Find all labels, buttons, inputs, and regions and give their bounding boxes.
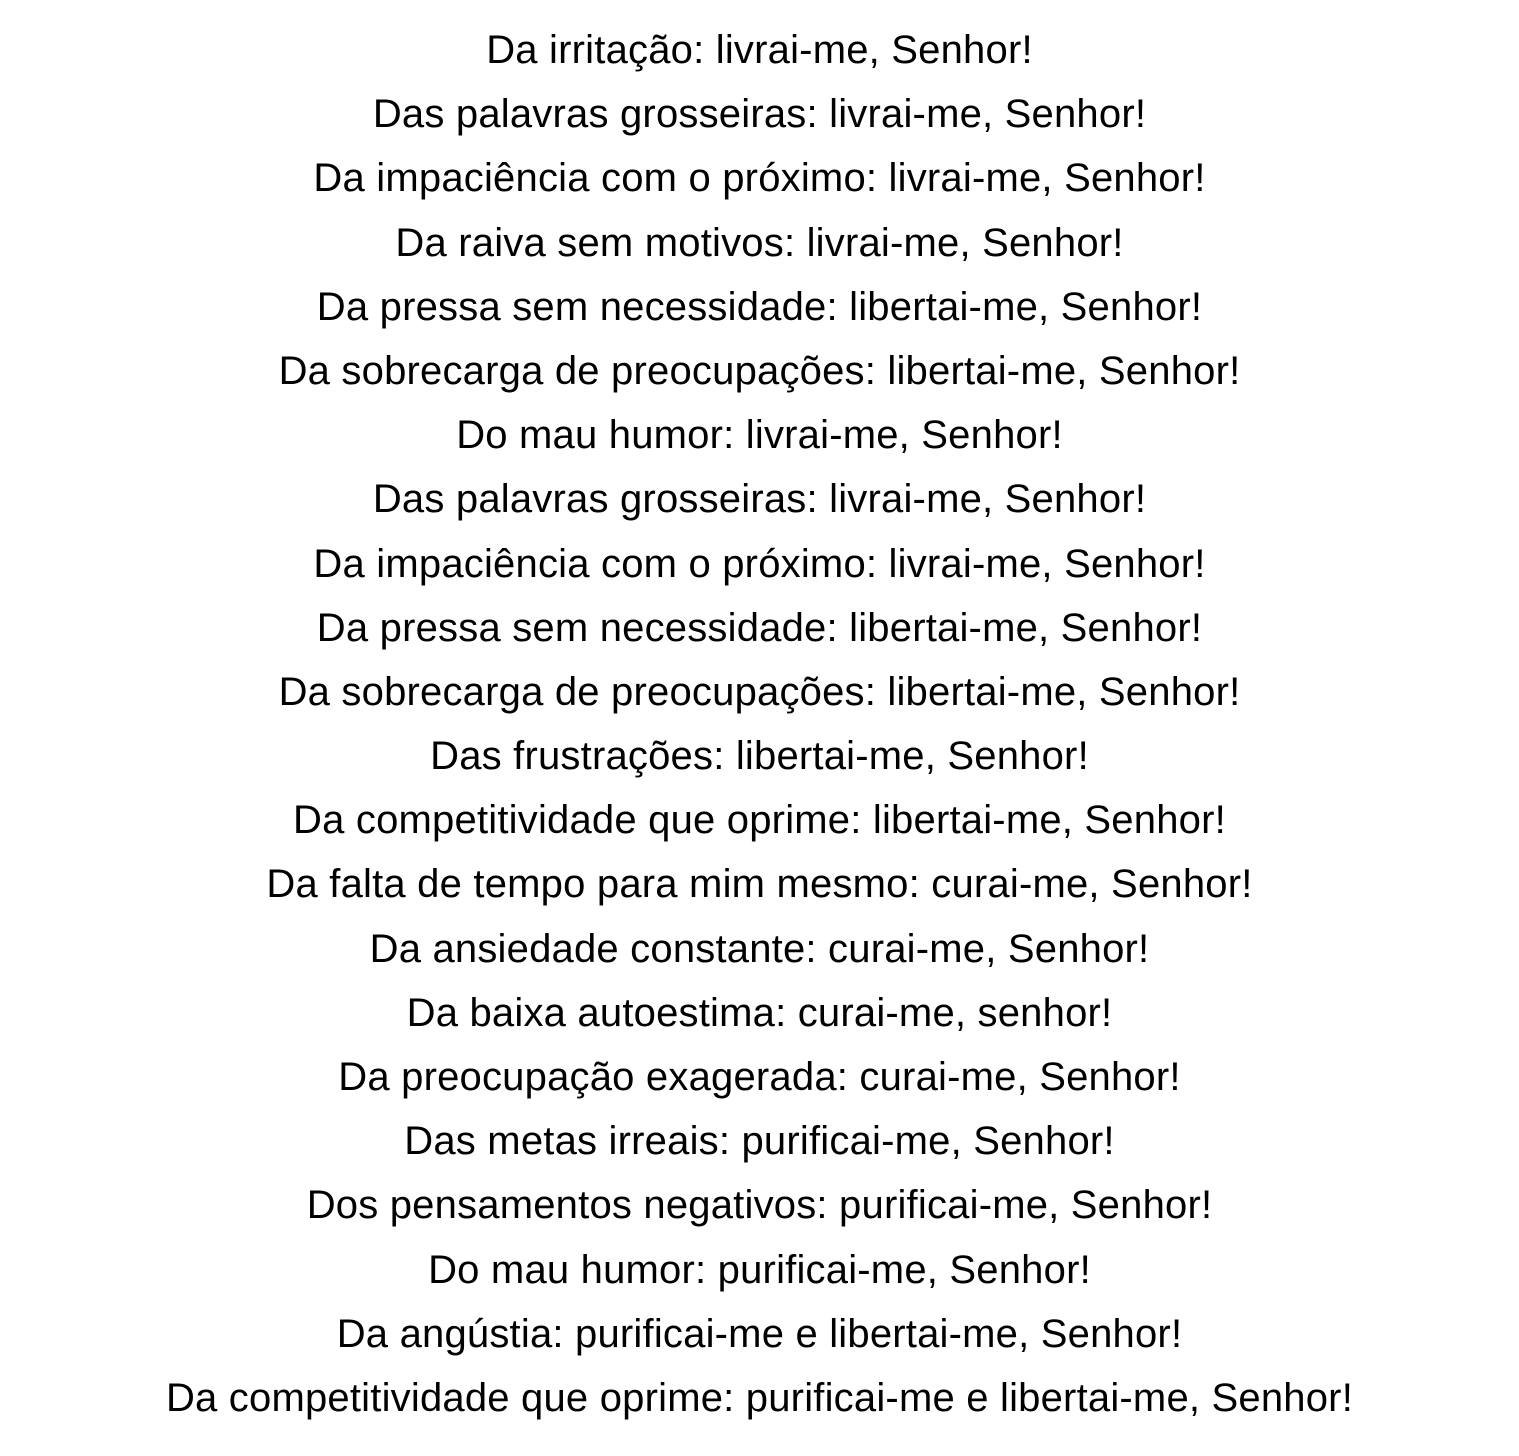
- prayer-line: Dos pensamentos negativos: purificai-me, Senhor!: [306, 1183, 1213, 1228]
- prayer-text: [0, 18, 1519, 1430]
- prayer-line: Das palavras grosseiras: livrai-me, Senhor!: [372, 477, 1147, 522]
- prayer-line: Da irritação: livrai-me, Senhor!: [486, 28, 1033, 72]
- prayer-line: Da sobrecarga de preocupações: libertai-me, Senhor!: [278, 669, 1241, 714]
- prayer-line: Da ansiedade constante: curai-me, Senhor!: [369, 926, 1150, 971]
- prayer-line: Da falta de tempo para mim mesmo: curai-me, Senhor!: [266, 862, 1253, 907]
- prayer-line: Da pressa sem necessidade: libertai-me, Senhor!: [316, 284, 1203, 329]
- prayer-line: Da sobrecarga de preocupações: libertai-me, Senhor!: [278, 348, 1241, 393]
- prayer-line: Da baixa autoestima: curai-me, senhor!: [406, 990, 1113, 1035]
- prayer-line: Do mau humor: purificai-me, Senhor!: [428, 1247, 1091, 1292]
- prayer-line: Da preocupação exagerada: curai-me, Senhor!: [338, 1055, 1181, 1099]
- prayer-line: Das frustrações: libertai-me, Senhor!: [430, 734, 1089, 779]
- prayer-line: Da raiva sem motivos: livrai-me, Senhor!: [395, 220, 1124, 265]
- prayer-line: Da angústia: purificai-me e libertai-me, Senhor!: [336, 1311, 1183, 1356]
- prayer-line: Da competitividade que oprime: purificai-me e libertai-me, Senhor!: [165, 1375, 1354, 1420]
- prayer-line: Das metas irreais: purificai-me, Senhor!: [404, 1119, 1115, 1164]
- prayer-line: Da competitividade que oprime: libertai-me, Senhor!: [293, 798, 1226, 843]
- prayer-line: Da pressa sem necessidade: libertai-me, Senhor!: [316, 605, 1203, 650]
- prayer-line: Do mau humor: livrai-me, Senhor!: [456, 413, 1063, 458]
- prayer-line: Da impaciência com o próximo: livrai-me, Senhor!: [313, 156, 1206, 201]
- prayer-line: Da impaciência com o próximo: livrai-me, Senhor!: [313, 541, 1206, 586]
- prayer-line: Das palavras grosseiras: livrai-me, Senhor!: [372, 92, 1147, 137]
